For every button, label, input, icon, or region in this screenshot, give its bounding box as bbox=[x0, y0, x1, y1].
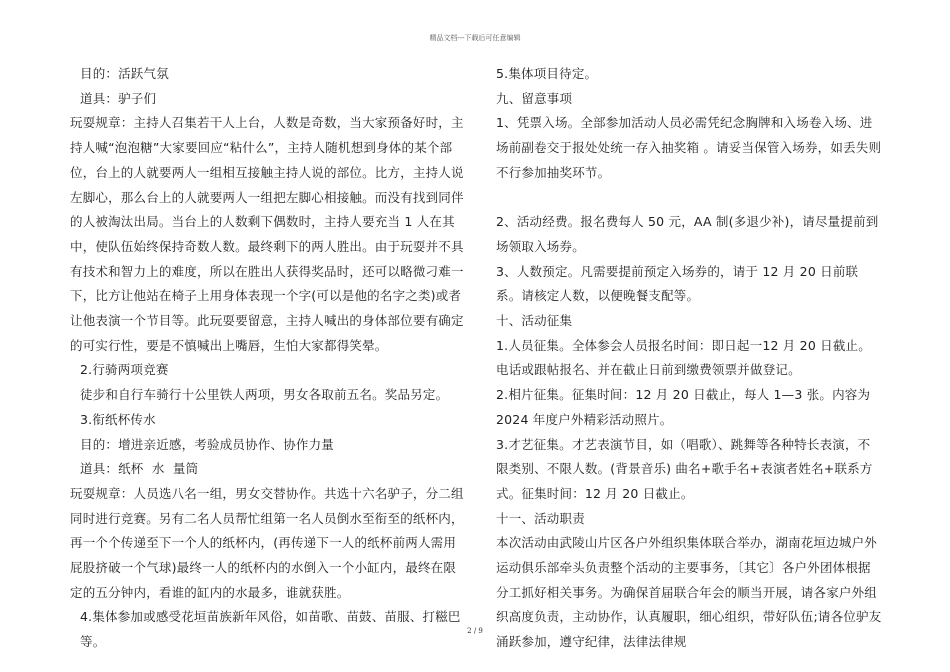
section-heading: 十一、活动职责 bbox=[496, 510, 585, 526]
paragraph: 玩耍规章：人员选八名一组，男女交替协作。共选十六名驴子，分二组同时进行竞赛。另有二名人员帮忙组第一名人员倒水至衔至的纸杯内，再一个个传递至下一个人的纸杯内，(再传递下一人的纸杯前两人需用屁股挤破一个气球)最终一人的纸杯内的水倒入一个小缸内，最终在限定的五分钟内，看谁的缸内的水最多，谁就获胜。 bbox=[70, 485, 464, 600]
paragraph: 徒步和自行车骑行十公里铁人两项，男女各取前五名。奖品另定。 bbox=[80, 387, 449, 403]
page-header: 精品文档---下载后可任意编辑 bbox=[429, 34, 521, 42]
left-column bbox=[70, 62, 466, 655]
paragraph: 3、人数预定。凡需要提前预定入场券的，请于 12 月 20 日前联系。请核定人数，以便晚餐支配等。 bbox=[496, 263, 859, 304]
paragraph: 2、活动经费。报名费每人 50 元，AA 制(多退少补)，请尽量提前到场领取入场券。 bbox=[496, 214, 879, 254]
paragraph: 道具：纸杯 水 量筒 bbox=[80, 461, 199, 477]
paragraph: 目的：活跃气氛 bbox=[80, 66, 169, 81]
paragraph: 1.人员征集。全体参会人员报名时间：即日起一12 月 20 日截止。电话或跟帖报名、并在截止日前到缴费领票并做登记。 bbox=[496, 337, 871, 378]
paragraph: 1、凭票入场。全部参加活动人员必需凭纪念胸牌和入场卷入场、进场前副卷交于报处处统一存入抽奖箱 。请妥当保管入场券，如丢失则不行参加抽奖环节。 bbox=[496, 115, 882, 180]
paragraph: 4.集体参加或感受花垣苗族新年风俗，如苗歌、苗鼓、苗服、打糍巴等。 bbox=[80, 609, 461, 650]
paragraph: 2.行骑两项竞赛 bbox=[80, 362, 169, 378]
paragraph: 道具：驴子们 bbox=[80, 90, 157, 106]
paragraph: 目的：增进亲近感，考验成员协作、协作力量 bbox=[80, 436, 335, 452]
paragraph: 3.衔纸杯传水 bbox=[80, 411, 156, 427]
section-heading: 十、活动征集 bbox=[496, 313, 573, 329]
page-number: 2 / 9 bbox=[467, 627, 483, 635]
paragraph: 玩耍规章：主持人召集若干人上台，人数是奇数，当大家预备好时，主持人喊“泡泡糖”大家要回应“粘什么”，主持人随机想到身体的某个部位，台上的人就要两人一组相互接触主持人说的部位。比方，主持人说左脚心，那么台上的人就要两人一组把左脚心相接触。而没有找到同伴的人被淘汰出局。当台上的人数剩下偶数时，主持人要充当 1 人在其中，使队伍始终保持奇数人数。最终剩下的两人胜出。由于玩耍并不具有技术和智力上的难度，所以在胜出人获得奖品时，还可以略微刁难一下，比方让他站在椅子上用身体表现一个字(可以是他的名字之类)或者让他表演一个节目等。此玩耍要留意，主持人喊出的身体部位要有确定的可实行性，要是不慎喊出上嘴唇，生怕大家都得笑晕。 bbox=[70, 115, 464, 353]
section-heading: 九、留意事项 bbox=[496, 90, 573, 106]
right-column bbox=[496, 62, 882, 655]
paragraph: 3.才艺征集。才艺表演节目，如（唱歌）、跳舞等各种特长表演，不限类别、不限人数。(背景音乐) 曲名+歌手名+表演者姓名+联系方式。征集时间：12 月 20 日截止。 bbox=[496, 436, 873, 501]
paragraph: 2.相片征集。征集时间：12 月 20 日截止，每人 1—3 张。内容为 2024 年度户外精彩活动照片。 bbox=[496, 387, 875, 427]
blank-line bbox=[496, 186, 882, 211]
paragraph: 5.集体项目待定。 bbox=[496, 66, 598, 81]
paragraph: 本次活动由武陵山片区各户外组织集体联合举办，湖南花垣边城户外运动俱乐部牵头负责整个活动的主要事务，〔其它〕各户外团体根据分工抓好相关事务。为确保首届联合年会的顺当开展，请各家户外组织高度负责，主动协作，认真履职，细心组织，带好队伍;请各位驴友涌跃参加，遵守纪律，法律法律规 bbox=[496, 535, 882, 650]
